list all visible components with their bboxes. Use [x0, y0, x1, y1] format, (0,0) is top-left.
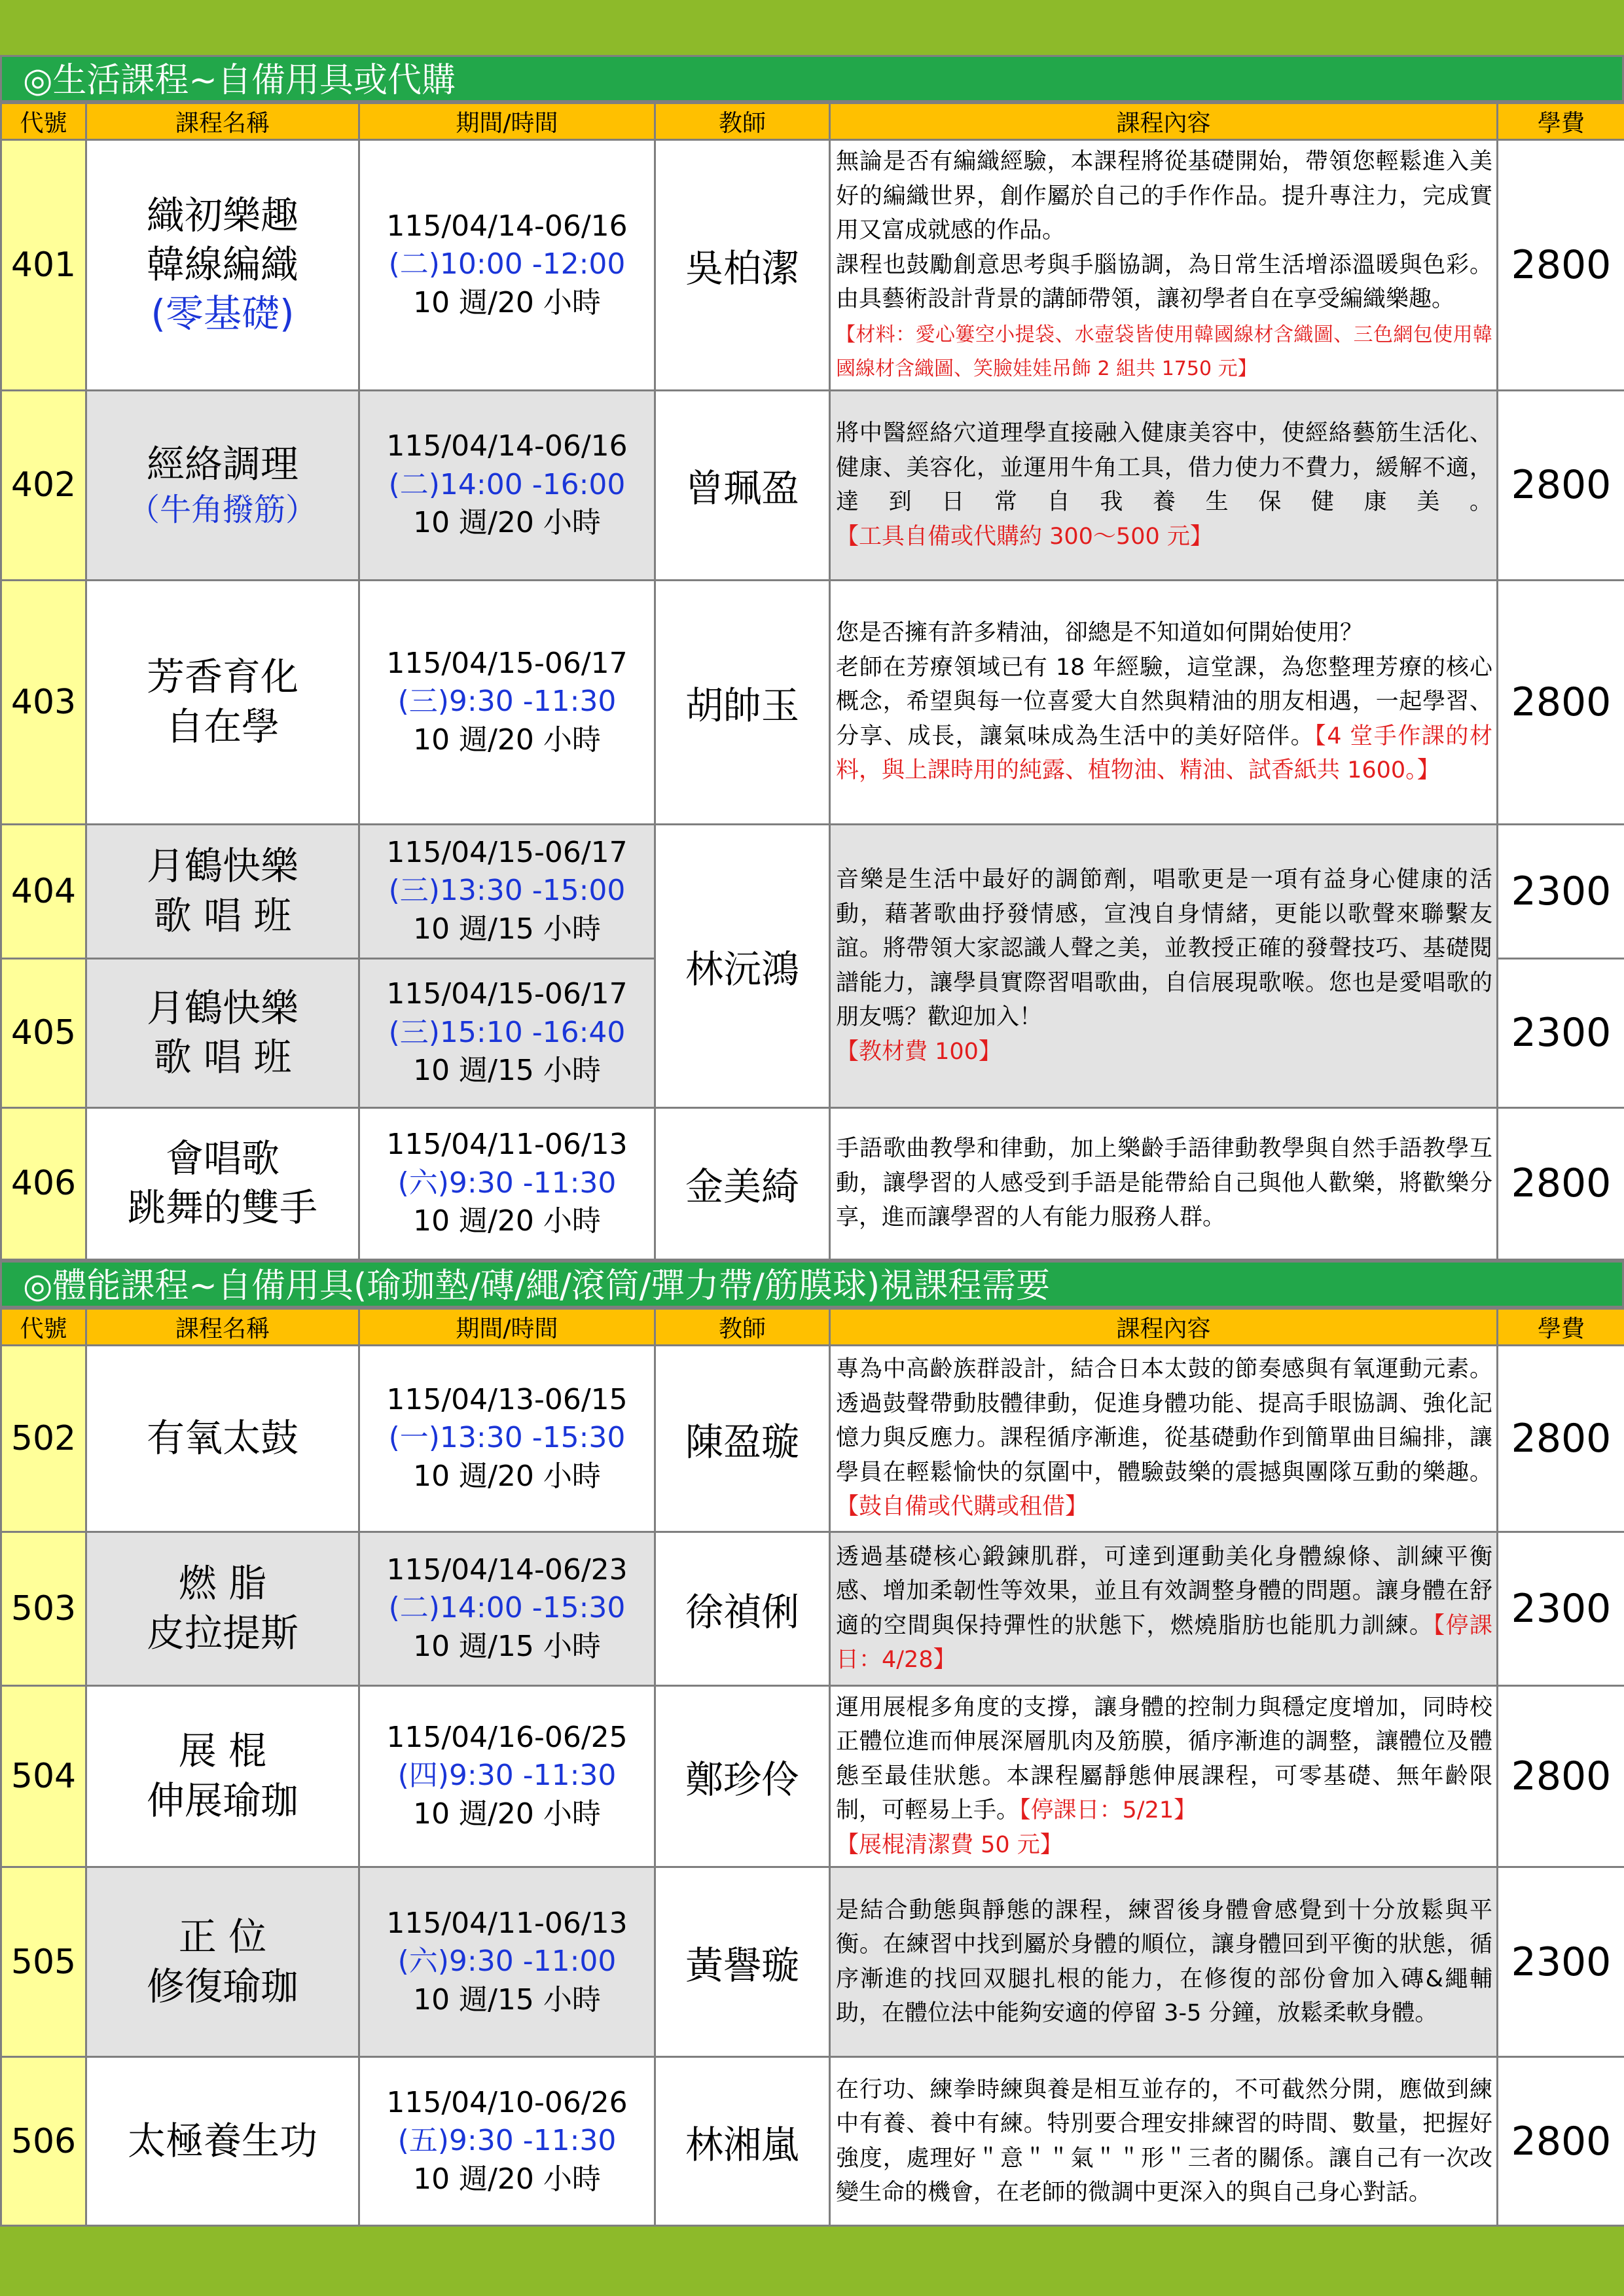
course-dates: 115/04/11-06/13	[386, 1128, 628, 1162]
header-fee: 學費	[1498, 103, 1624, 140]
table-row	[1, 1685, 1624, 1867]
table-header	[1, 1308, 1624, 1345]
description-text: 課程也鼓勵創意思考與手腦協調，為日常生活增添溫暖與色彩。 由具藝術設計背景的講師帶領，讓初學者自在享受編織樂趣。	[836, 251, 1492, 312]
material-note: 【鼓自備或代購或租借】	[836, 1494, 1089, 1520]
course-dates: 115/04/15-06/17	[386, 835, 628, 869]
course-name	[86, 1685, 359, 1867]
course-fee: 2800	[1498, 1685, 1624, 1867]
fitness-course-table	[0, 1308, 1624, 2227]
course-fee: 2300	[1498, 958, 1624, 1107]
course-fee: 2800	[1498, 2057, 1624, 2226]
teacher-name: 徐禎俐	[655, 1532, 830, 1685]
course-time: (六)9:30 -11:30	[397, 1166, 617, 1200]
teacher-name: 胡帥玉	[655, 580, 830, 824]
course-period	[359, 1107, 655, 1259]
course-name	[86, 2057, 359, 2226]
course-weeks: 10 週/20 小時	[413, 1204, 601, 1238]
course-weeks: 10 週/20 小時	[413, 286, 601, 319]
course-period	[359, 2057, 655, 2226]
course-fee: 2800	[1498, 580, 1624, 824]
course-name-line: 織初樂趣	[146, 192, 298, 238]
course-dates: 115/04/10-06/26	[386, 2085, 628, 2119]
course-dates: 115/04/14-06/23	[386, 1552, 628, 1587]
material-note: 【教材費 100】	[836, 1038, 1001, 1065]
course-period	[359, 1867, 655, 2057]
course-name-line: 會唱歌	[165, 1136, 280, 1181]
course-name-note: （牛角撥筋）	[128, 491, 317, 528]
course-time: (四)9:30 -11:30	[397, 1759, 617, 1793]
course-name	[86, 958, 359, 1107]
course-name-line: 伸展瑜珈	[146, 1778, 298, 1823]
course-weeks: 10 週/15 小時	[413, 1054, 601, 1088]
table-row	[1, 1345, 1624, 1532]
course-description	[830, 1345, 1498, 1532]
teacher-name: 陳盈璇	[655, 1345, 830, 1532]
material-note: 【停課日：4/28】	[836, 1612, 1492, 1673]
course-period	[359, 1532, 655, 1685]
description-text: 將中醫經絡穴道理學直接融入健康美容中，使經絡藝筋生活化、健康、美容化，並運用牛角工具，借力使力不費力，緩解不適，達到日常自我養生保健康美。	[836, 420, 1492, 515]
course-name-line: 自在學	[165, 704, 280, 749]
course-time: (二)14:00 -15:30	[388, 1591, 626, 1625]
course-name-line: 有氧太鼓	[146, 1415, 298, 1460]
description-text: 您是否擁有許多精油，卻總是不知道如何開始使用？	[836, 620, 1363, 647]
course-dates: 115/04/15-06/17	[386, 977, 628, 1011]
course-fee: 2800	[1498, 1107, 1624, 1259]
course-period	[359, 1345, 655, 1532]
header-period: 期間/時間	[359, 103, 655, 140]
header-period: 期間/時間	[359, 1308, 655, 1345]
course-code: 505	[1, 1867, 86, 2057]
course-description	[830, 1107, 1498, 1259]
course-time: (三)13:30 -15:00	[388, 874, 626, 908]
course-dates: 115/04/16-06/25	[386, 1720, 628, 1754]
course-name-line: 歌 唱 班	[153, 1035, 292, 1079]
course-name	[86, 1345, 359, 1532]
top-banner	[0, 0, 1624, 55]
teacher-name: 林湘嵐	[655, 2057, 830, 2226]
course-name	[86, 140, 359, 391]
course-code: 504	[1, 1685, 86, 1867]
course-weeks: 10 週/20 小時	[413, 1459, 601, 1493]
course-fee: 2800	[1498, 390, 1624, 580]
course-schedule	[0, 55, 1624, 2227]
table-row	[1, 1107, 1624, 1259]
course-name-line: 歌 唱 班	[153, 893, 292, 938]
table-row	[1, 140, 1624, 391]
course-description	[830, 824, 1498, 1107]
course-code: 405	[1, 958, 86, 1107]
course-name-line: 展 棍	[178, 1729, 267, 1774]
course-name-line: 經絡調理	[146, 442, 298, 487]
description-text: 專為中高齡族群設計，結合日本太鼓的節奏感與有氧運動元素。透過鼓聲帶動肢體律動，促進身體功能、提高手眼協調、強化記憶力與反應力。課程循序漸進，從基礎動作到簡單曲目編排，讓學員在輕鬆愉快的氛圍中，體驗鼓樂的震撼與團隊互動的樂趣。	[836, 1356, 1492, 1486]
course-code: 502	[1, 1345, 86, 1532]
description-text: 透過基礎核心鍛鍊肌群，可達到運動美化身體線條、訓練平衡感、增加柔韌性等效果，並且有效調整身體的問題。讓身體在舒適的空間與保持彈性的狀態下，燃燒脂肪也能肌力訓練。	[836, 1543, 1492, 1639]
course-description	[830, 1685, 1498, 1867]
course-name-line: 太極養生功	[127, 2118, 317, 2163]
material-note: 【展棍清潔費 50 元】	[836, 1831, 1063, 1858]
description-text: 無論是否有編織經驗，本課程將從基礎開始，帶領您輕鬆進入美好的編織世界，創作屬於自己的手作作品。提升專注力，完成實用又富成就感的作品。	[836, 149, 1492, 243]
teacher-name: 吳柏潔	[655, 140, 830, 391]
teacher-name: 林沅鴻	[655, 824, 830, 1107]
course-period	[359, 140, 655, 391]
course-time: (三)9:30 -11:30	[397, 685, 617, 719]
course-dates: 115/04/11-06/13	[386, 1906, 628, 1940]
teacher-name: 黃譽璇	[655, 1867, 830, 2057]
course-name-line: 月鶴快樂	[146, 844, 298, 889]
table-row	[1, 2057, 1624, 2226]
course-description	[830, 2057, 1498, 2226]
header-teacher: 教師	[655, 1308, 830, 1345]
course-name	[86, 1867, 359, 2057]
course-weeks: 10 週/20 小時	[413, 506, 601, 540]
course-weeks: 10 週/20 小時	[413, 723, 601, 757]
material-note: 【工具自備或代購約 300～500 元】	[836, 523, 1213, 550]
course-fee: 2800	[1498, 140, 1624, 391]
course-dates: 115/04/14-06/16	[386, 429, 628, 463]
material-note: 【材料：愛心簍空小提袋、水壺袋皆使用韓國線材含織圖、三色網包使用韓國線材含織圖、笑臉娃娃吊飾 2 組共 1750 元】	[836, 323, 1492, 380]
material-note: 【4 堂手作課的材料，與上課時用的純露、植物油、精油、試香紙共 1600。】	[836, 723, 1492, 784]
life-course-table	[0, 102, 1624, 1261]
course-fee: 2300	[1498, 824, 1624, 958]
header-teacher: 教師	[655, 103, 830, 140]
course-dates: 115/04/14-06/16	[386, 209, 628, 243]
course-code: 404	[1, 824, 86, 958]
table-row	[1, 390, 1624, 580]
course-name	[86, 1532, 359, 1685]
teacher-name: 鄭珍伶	[655, 1685, 830, 1867]
header-code: 代號	[1, 103, 86, 140]
description-text: 老師在芳療領域已有 18 年經驗，這堂課，為您整理芳療的核心概念，希望與每一位喜愛大自然與精油的朋友相遇，一起學習、分享、成長，讓氣味成為生活中的美好陪伴。	[836, 654, 1492, 749]
header-code: 代號	[1, 1308, 86, 1345]
course-name-line: 月鶴快樂	[146, 985, 298, 1030]
header-course-name: 課程名稱	[86, 103, 359, 140]
course-time: (二)10:00 -12:00	[388, 247, 626, 281]
table-row	[1, 824, 1624, 958]
course-weeks: 10 週/15 小時	[413, 1982, 601, 2017]
course-fee: 2300	[1498, 1867, 1624, 2057]
course-description	[830, 580, 1498, 824]
course-time: (六)9:30 -11:00	[397, 1945, 617, 1979]
table-row	[1, 1532, 1624, 1685]
description-text: 是結合動態與靜態的課程，練習後身體會感覺到十分放鬆與平衡。在練習中找到屬於身體的順位，讓身體回到平衡的狀態，循序漸進的找回双腿扎根的能力，在修復的部份會加入磚&繩輔助，在體位法中能夠安適的停留 3-5 分鐘，放鬆柔軟身體。	[836, 1897, 1492, 2026]
course-name	[86, 824, 359, 958]
course-fee: 2300	[1498, 1532, 1624, 1685]
section-title-fitness: ◎體能課程~自備用具(瑜珈墊/磚/繩/滾筒/彈力帶/筋膜球)視課程需要	[0, 1261, 1624, 1308]
course-time: (二)14:00 -16:00	[388, 467, 626, 501]
course-name-line: 燃 脂	[178, 1561, 267, 1606]
teacher-name: 金美綺	[655, 1107, 830, 1259]
course-name-line: 皮拉提斯	[146, 1610, 298, 1655]
course-time: (五)9:30 -11:30	[397, 2124, 617, 2158]
course-name-line: 修復瑜珈	[146, 1964, 298, 2009]
teacher-name: 曾珮盈	[655, 390, 830, 580]
course-code: 506	[1, 2057, 86, 2226]
course-code: 403	[1, 580, 86, 824]
material-note: 【停課日：5/21】	[1019, 1797, 1197, 1823]
table-header	[1, 103, 1624, 140]
course-period	[359, 580, 655, 824]
course-code: 401	[1, 140, 86, 391]
course-dates: 115/04/15-06/17	[386, 646, 628, 680]
course-dates: 115/04/13-06/15	[386, 1382, 628, 1416]
course-weeks: 10 週/20 小時	[413, 1797, 601, 1831]
course-code: 406	[1, 1107, 86, 1259]
course-weeks: 10 週/15 小時	[413, 1629, 601, 1663]
course-period	[359, 958, 655, 1107]
course-fee: 2800	[1498, 1345, 1624, 1532]
description-text: 運用展棍多角度的支撐，讓身體的控制力與穩定度增加，同時校正體位進而伸展深層肌肉及筋膜，循序漸進的調整，讓體位及體態至最佳狀態。本課程屬靜態伸展課程，可零基礎、無年齡限制，可輕易上手。	[836, 1694, 1492, 1823]
course-description	[830, 140, 1498, 391]
bottom-banner	[0, 2227, 1624, 2296]
course-name	[86, 390, 359, 580]
course-code: 402	[1, 390, 86, 580]
description-text: 音樂是生活中最好的調節劑，唱歌更是一項有益身心健康的活動，藉著歌曲抒發情感，宣洩自身情緒，更能以歌聲來聯繫友誼。將帶領大家認識人聲之美，並教授正確的發聲技巧、基礎閱譜能力，讓學員實際習唱歌曲，自信展現歌喉。您也是愛唱歌的朋友嗎？歡迎加入！	[836, 867, 1492, 1030]
table-row	[1, 580, 1624, 824]
table-row	[1, 1867, 1624, 2057]
course-description	[830, 390, 1498, 580]
course-weeks: 10 週/15 小時	[413, 912, 601, 946]
section-title-life: ◎生活課程~自備用具或代購	[0, 55, 1624, 102]
header-content: 課程內容	[830, 103, 1498, 140]
course-description	[830, 1532, 1498, 1685]
course-code: 503	[1, 1532, 86, 1685]
description-text: 在行功、練拳時練與養是相互並存的，不可截然分開，應做到練中有養、養中有練。特別要合理安排練習的時間、數量，把握好強度，處理好＂意＂＂氣＂＂形＂三者的關係。讓自己有一次改變生命的機會，在老師的微調中更深入的與自己身心對話。	[836, 2076, 1492, 2206]
course-description	[830, 1867, 1498, 2057]
description-text: 手語歌曲教學和律動，加上樂齡手語律動教學與自然手語教學互動，讓學習的人感受到手語是能帶給自己與他人歡樂，將歡樂分享，進而讓學習的人有能力服務人群。	[836, 1136, 1492, 1231]
course-weeks: 10 週/20 小時	[413, 2162, 601, 2196]
header-content: 課程內容	[830, 1308, 1498, 1345]
course-period	[359, 390, 655, 580]
course-name-line: 跳舞的雙手	[127, 1185, 317, 1230]
course-name-line: 韓線編織	[146, 242, 298, 287]
course-time: (一)13:30 -15:30	[388, 1421, 626, 1455]
header-fee: 學費	[1498, 1308, 1624, 1345]
header-course-name: 課程名稱	[86, 1308, 359, 1345]
course-name	[86, 580, 359, 824]
course-name-line: 正 位	[178, 1914, 267, 1960]
course-level-note: (零基礎)	[151, 291, 295, 336]
course-period	[359, 824, 655, 958]
course-time: (三)15:10 -16:40	[388, 1015, 626, 1049]
course-name-line: 芳香育化	[146, 655, 298, 700]
course-period	[359, 1685, 655, 1867]
course-name	[86, 1107, 359, 1259]
